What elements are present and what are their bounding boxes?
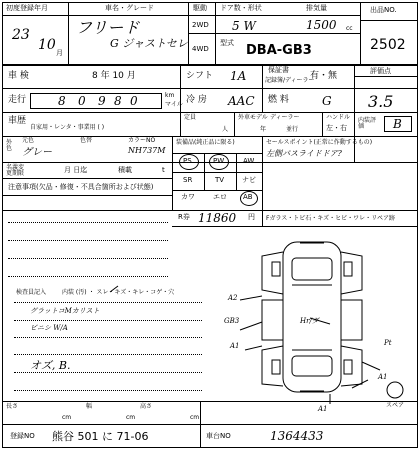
load-unit: t xyxy=(162,166,165,174)
history-sub: 自家用・レンタ・事業用 ( ) xyxy=(30,124,105,131)
mileage-digit: 0 xyxy=(130,94,138,108)
inspector-note-2: ビニシ W/A xyxy=(30,324,68,332)
disp-label: 排気量 xyxy=(306,4,327,12)
score-label: 評価点 xyxy=(370,67,391,75)
r-ticket-label: R券 xyxy=(178,213,190,221)
equip-ab: AB xyxy=(243,193,253,201)
car-name-label: 車名・グレード xyxy=(105,4,154,12)
divider xyxy=(200,401,201,448)
car-name-value: フリード xyxy=(76,18,140,37)
height-label: 高さ xyxy=(140,403,153,410)
equip-pw: PW xyxy=(213,157,225,165)
model-value: DBA-GB3 xyxy=(246,43,312,58)
shaken-value: 8 年 10 月 xyxy=(92,71,136,81)
reg-date-label: 初度登録年月 xyxy=(6,4,48,12)
color-no-label: カラーNO xyxy=(128,137,156,144)
shaken-label: 車 検 xyxy=(8,71,29,81)
equip-leather: カワ xyxy=(181,193,195,201)
warranty-label: 保証書 xyxy=(268,66,289,74)
capacity-label: 定員 xyxy=(184,114,197,121)
damage-mark-hr: Hr/ダ xyxy=(300,317,319,325)
equip-ps: PS xyxy=(183,157,192,165)
chassis-label: 車台NO xyxy=(206,432,231,440)
name-change-label: 名義変更期限 xyxy=(6,164,25,177)
glass-label: Fガラス・トビ石・キズ・ヒビ・ワレ・リペア跡 xyxy=(266,215,396,222)
width-unit: cm xyxy=(126,414,136,421)
shift-value: 1A xyxy=(230,69,247,83)
doors-value: 5 W xyxy=(232,19,256,33)
mileage-label: 走行 xyxy=(8,95,27,105)
equipment-label: 装備品(純正品に限る) xyxy=(176,139,235,146)
damage-mark-a1: A1 xyxy=(318,405,328,413)
reg-no-value: 熊谷 501 に 71-06 xyxy=(52,430,149,443)
grade-value: G ジャストセレ xyxy=(110,37,188,50)
ac-label: 冷 房 xyxy=(186,95,207,105)
equip-aw: AW xyxy=(243,157,255,165)
mileage-digit: 9 xyxy=(98,94,106,108)
interior-value: B xyxy=(393,117,402,131)
height-unit: cm xyxy=(190,414,200,421)
handle-value: 左・右 xyxy=(326,124,347,132)
width-label: 幅 xyxy=(86,403,93,410)
history-label: 車歴 xyxy=(8,116,27,126)
drive-2wd: 2WD xyxy=(192,21,209,29)
sales-point-value: 左側パスライドドア? xyxy=(266,149,342,158)
lot-label: 出品NO. xyxy=(370,6,397,14)
mileage-digit: 8 xyxy=(58,94,66,108)
reg-month-suffix: 月 xyxy=(56,49,63,57)
length-label: 長さ xyxy=(6,403,19,410)
warranty-value: 有・無 xyxy=(310,71,338,81)
equip-navi: ナビ xyxy=(242,176,256,184)
dealer-label: ディーラー xyxy=(270,114,300,121)
mileage-unit-mile: マイル xyxy=(165,101,183,108)
interior-label: 内装評価 xyxy=(358,117,377,130)
color-no-value: NH737M xyxy=(128,146,166,155)
inspector-note-1: グラットコMカリスト xyxy=(30,307,100,315)
damage-mark-gb3: GB3 xyxy=(224,317,240,325)
name-change-value: 月 日迄 xyxy=(64,166,88,174)
r-ticket-unit: 円 xyxy=(248,213,255,221)
mileage-unit-km: km xyxy=(165,92,175,99)
damage-mark-a1: A1 xyxy=(230,342,240,350)
drive-4wd: 4WD xyxy=(192,45,209,53)
equip-tv: TV xyxy=(215,176,225,184)
ac-value: AAC xyxy=(228,94,255,108)
r-ticket-value: 11860 xyxy=(198,211,237,225)
reg-no-label: 登録NO xyxy=(10,432,35,440)
caution-label: 注意事項(欠品・修復・不具合箇所および状態) xyxy=(8,183,154,191)
model-label: 型式 xyxy=(220,39,234,47)
equip-aero: エロ xyxy=(213,193,227,201)
disp-value: 1500 xyxy=(306,18,337,32)
color-value: グレー xyxy=(22,147,52,158)
fuel-value: G xyxy=(322,94,332,108)
shift-label: シフト xyxy=(186,71,214,81)
sales-point-label: セールスポイント(正常に作動するもの) xyxy=(266,139,373,146)
inspector-note-3: オズ, B. xyxy=(30,359,71,372)
handle-label: ハンドル xyxy=(326,114,351,121)
score-value: 3.5 xyxy=(368,92,394,111)
chassis-value: 1364433 xyxy=(270,429,324,443)
color-label: 外色 xyxy=(6,139,13,152)
drive-label: 駆動 xyxy=(193,4,207,12)
damage-mark-a2: A2 xyxy=(228,294,238,302)
reg-month-value: 10 xyxy=(38,37,56,53)
change-label: 色替 xyxy=(80,137,93,144)
exterior-label: 外車モデル xyxy=(238,114,268,121)
fuel-label: 燃 料 xyxy=(268,95,289,105)
damage-mark-a1: A1 xyxy=(378,373,388,381)
equip-sr: SR xyxy=(183,176,193,184)
disp-unit: cc xyxy=(346,25,353,32)
doors-label: ドア数・形状 xyxy=(220,4,262,12)
exterior-sub: 年 xyxy=(260,126,267,133)
damage-mark-pt: Pt xyxy=(384,339,392,347)
inspector-options: 内装 (汚) ・ スレ・キズ・キレ・コゲ・穴 xyxy=(62,289,175,296)
mileage-digit: 0 xyxy=(78,94,86,108)
lot-value: 2502 xyxy=(370,37,406,53)
spare-label: スペア xyxy=(386,402,405,409)
mileage-digit: 8 xyxy=(114,94,122,108)
dealer-sub: 並行 xyxy=(286,126,299,133)
reg-year-value: 23 xyxy=(12,27,30,43)
color-sub: 元色 xyxy=(22,137,35,144)
capacity-unit: 人 xyxy=(222,126,229,133)
length-unit: cm xyxy=(62,414,72,421)
inspector-label: 検査員記入 xyxy=(16,289,47,296)
warranty-sub: 記録簿/ディーラー xyxy=(265,77,315,84)
load-label: 積載 xyxy=(118,166,132,174)
